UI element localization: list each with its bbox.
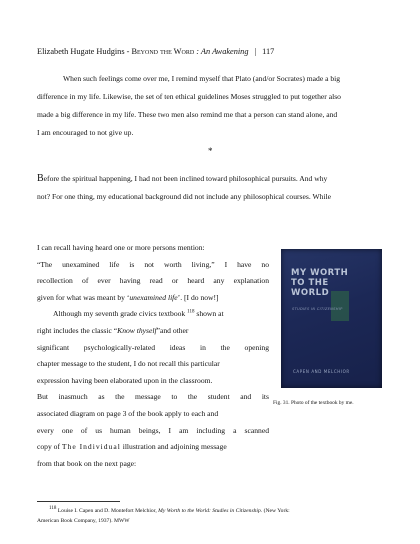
dropcap-letter: B bbox=[37, 173, 44, 184]
column-line: chapter message to the student, I do not recall this particular bbox=[37, 359, 220, 369]
column-line: recollection of ever having read or heard any explanation bbox=[37, 276, 269, 286]
paragraph-1 bbox=[37, 70, 389, 142]
column-line: significant psychologically-related ideas in the opening bbox=[37, 342, 269, 352]
text-column-beside-figure bbox=[37, 240, 269, 472]
header-author: Elizabeth Hugate Hudgins - bbox=[37, 47, 132, 56]
paragraph-2-line: not? For one thing, my educational background did not include any philosophical courses. While bbox=[37, 192, 332, 201]
header-book-title: Beyond the Word bbox=[131, 47, 195, 56]
paragraph-2-line: Before the spiritual happening, I had not been inclined toward philosophical pursuits. And why bbox=[37, 173, 328, 184]
column-line: expression having been elaborated upon in the classroom. bbox=[37, 375, 213, 385]
column-line: right includes the classic “Know thyself”and other bbox=[37, 325, 189, 335]
footnote-reference: 118 bbox=[187, 309, 195, 315]
column-line: given for what was meant by ‘unexamined life’. [I do now!] bbox=[37, 292, 219, 302]
column-line: every one of us human beings, I am including a scanned bbox=[37, 425, 269, 435]
textbook-photo bbox=[281, 249, 382, 388]
footnote-divider bbox=[37, 501, 120, 502]
column-line: Although my seventh grade civics textbook $^{118}$ shown at bbox=[53, 309, 224, 319]
column-line: copy of The Individual illustration and adjoining message bbox=[37, 442, 227, 452]
footnote bbox=[37, 506, 397, 526]
paragraph-1-line: difference in my life. Likewise, the set of ten ethical guidelines Moses struggled to put together also bbox=[37, 92, 341, 101]
paragraph-1-line: I am encouraged to not give up. bbox=[37, 128, 134, 137]
column-line: “The unexamined life is not worth living,” I have no bbox=[37, 259, 269, 269]
section-separator-star: * bbox=[208, 146, 213, 156]
cover-authors: CAPEN AND MELCHIOR bbox=[293, 369, 350, 374]
column-line: associated diagram on page 3 of the book apply to each and bbox=[37, 408, 219, 418]
paragraph-1-line: made a big difference in my life. These two men also remind me that a person can stand alone, and bbox=[37, 110, 338, 119]
column-line: I can recall having heard one or more persons mention: bbox=[37, 243, 205, 252]
footnote-line: American Book Company, 1937). MWW bbox=[37, 518, 130, 524]
footnote-number: 118 bbox=[49, 506, 57, 512]
running-header bbox=[37, 47, 397, 56]
footnote-line: $^{118}$ Louise I. Capen and D. Montefort Melchior, My Worth to the World: Studies in Citizenship. (New York: bbox=[49, 506, 290, 514]
cover-title: MY WORTH TO THE WORLD bbox=[291, 268, 349, 298]
column-line: from that book on the next page: bbox=[37, 458, 137, 468]
paragraph-2 bbox=[37, 170, 389, 206]
page-number: 117 bbox=[262, 47, 275, 56]
cover-subtitle: STUDIES IN CITIZENSHIP bbox=[292, 307, 343, 311]
paragraph-1-line: When such feelings come over me, I remind myself that Plato (and/or Socrates) made a big bbox=[63, 74, 341, 83]
header-subtitle: : An Awakening bbox=[194, 47, 249, 56]
column-line: But inasmuch as the message to the student and its bbox=[37, 392, 269, 402]
header-separator: | bbox=[254, 47, 257, 56]
figure-caption: Fig. 31. Photo of the textbook by me. bbox=[273, 400, 354, 406]
